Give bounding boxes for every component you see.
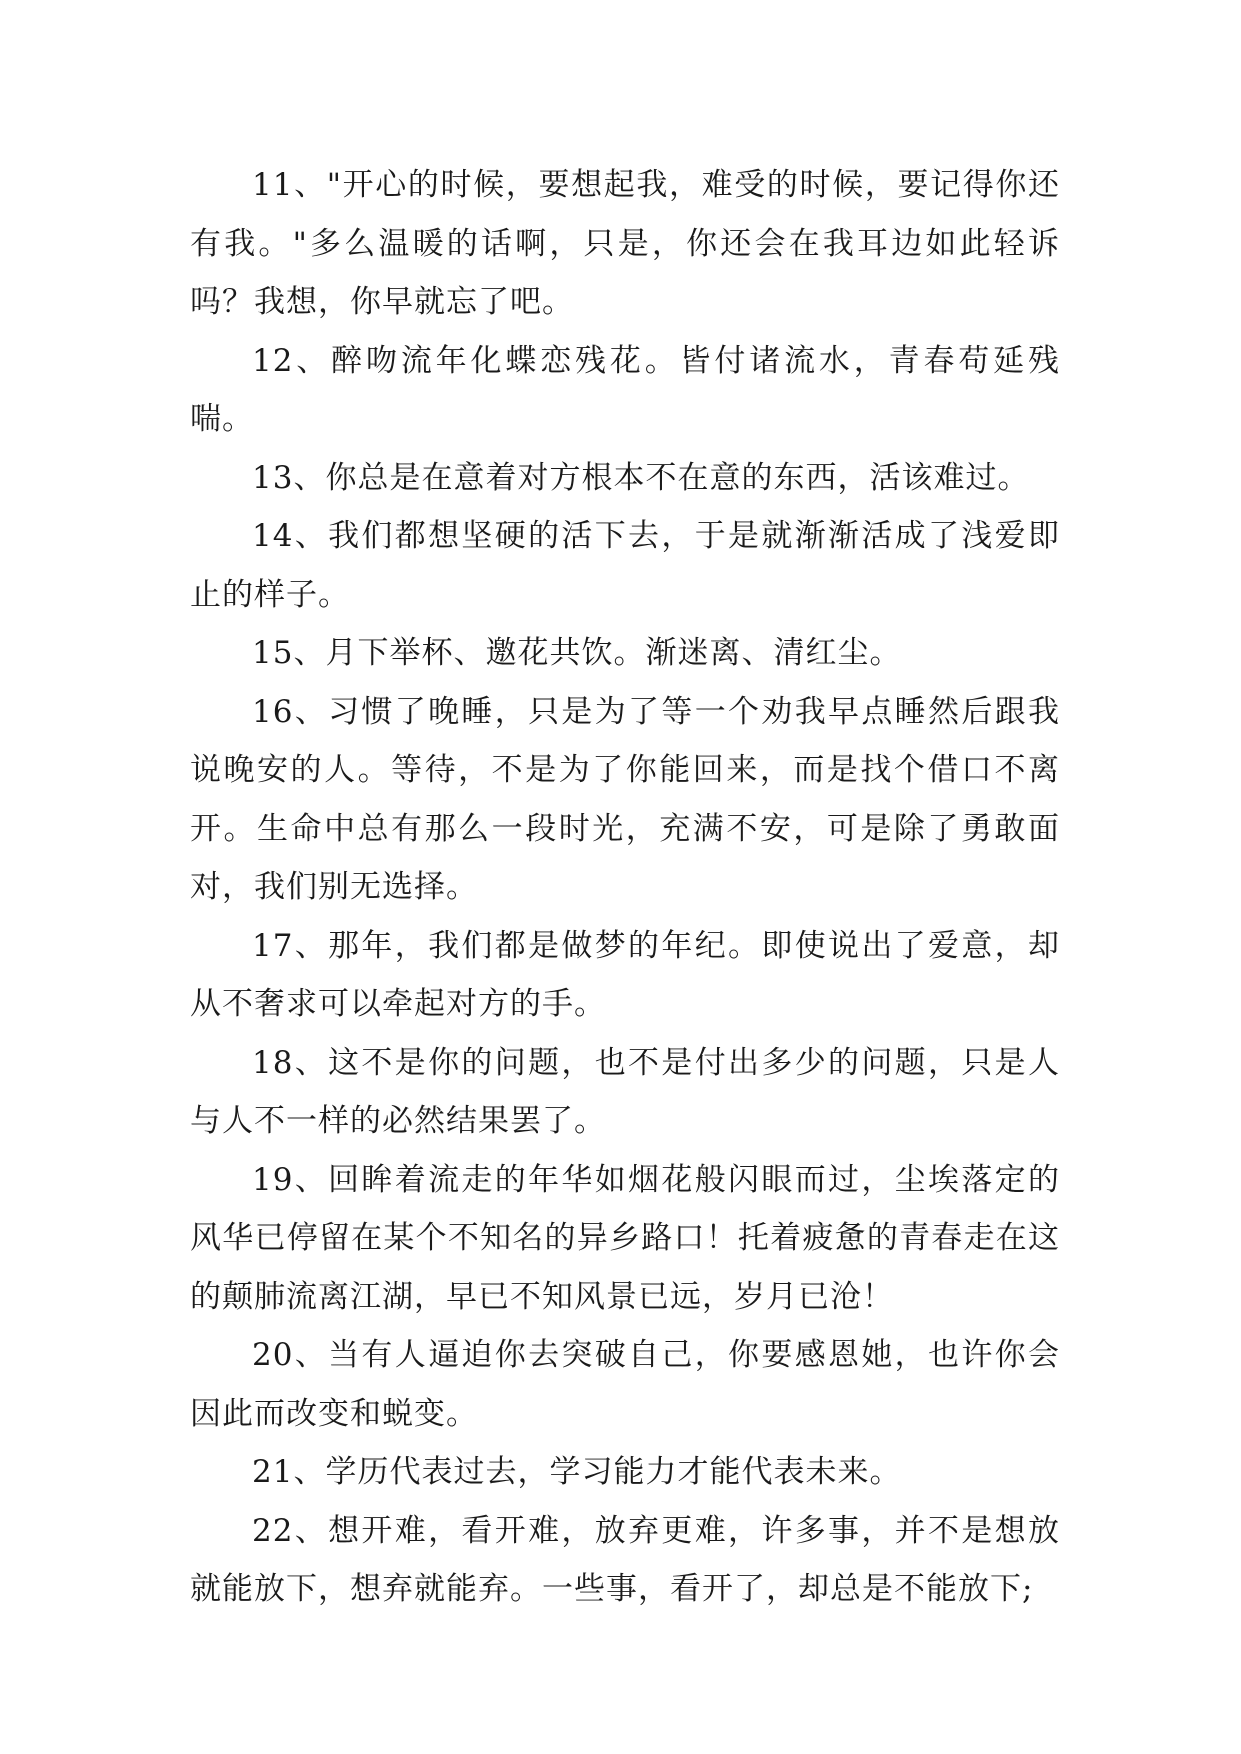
paragraph-22: 22、想开难，看开难，放弃更难，许多事，并不是想放就能放下，想弃就能弃。一些事，看开了，却总是不能放下; xyxy=(190,1512,1060,1607)
paragraph-19: 19、回眸着流走的年华如烟花般闪眼而过，尘埃落定的风华已停留在某个不知名的异乡路口！托着疲惫的青春走在这的颠肺流离江湖，早已不知风景已远，岁月已沧！ xyxy=(190,1161,1060,1315)
paragraph-20: 20、当有人逼迫你去突破自己，你要感恩她，也许你会因此而改变和蜕变。 xyxy=(190,1337,1060,1432)
paragraph-18: 18、这不是你的问题，也不是付出多少的问题，只是人与人不一样的必然结果罢了。 xyxy=(190,1044,1060,1139)
paragraph-16: 16、习惯了晚睡，只是为了等一个劝我早点睡然后跟我说晚安的人。等待，不是为了你能回来，而是找个借口不离开。生命中总有那么一段时光，充满不安，可是除了勇敢面对，我们别无选择。 xyxy=(190,693,1060,905)
paragraph-17: 17、那年，我们都是做梦的年纪。即使说出了爱意，却从不奢求可以牵起对方的手。 xyxy=(190,927,1060,1022)
paragraph-21: 21、学历代表过去，学习能力才能代表未来。 xyxy=(252,1454,902,1490)
document-body xyxy=(190,156,1060,1619)
paragraph-13: 13、你总是在意着对方根本不在意的东西，活该难过。 xyxy=(252,459,1030,496)
paragraph-14: 14、我们都想坚硬的活下去，于是就渐渐活成了浅爱即止的样子。 xyxy=(190,518,1060,613)
paragraph-11: 11、"开心的时候，要想起我，难受的时候，要记得你还有我。"多么温暖的话啊，只是，你还会在我耳边如此轻诉吗？我想，你早就忘了吧。 xyxy=(190,167,1060,320)
paragraph-12: 12、醉吻流年化蝶恋残花。皆付诸流水，青春苟延残喘。 xyxy=(190,342,1060,437)
paragraph-15: 15、月下举杯、邀花共饮。渐迷离、清红尘。 xyxy=(252,635,902,671)
